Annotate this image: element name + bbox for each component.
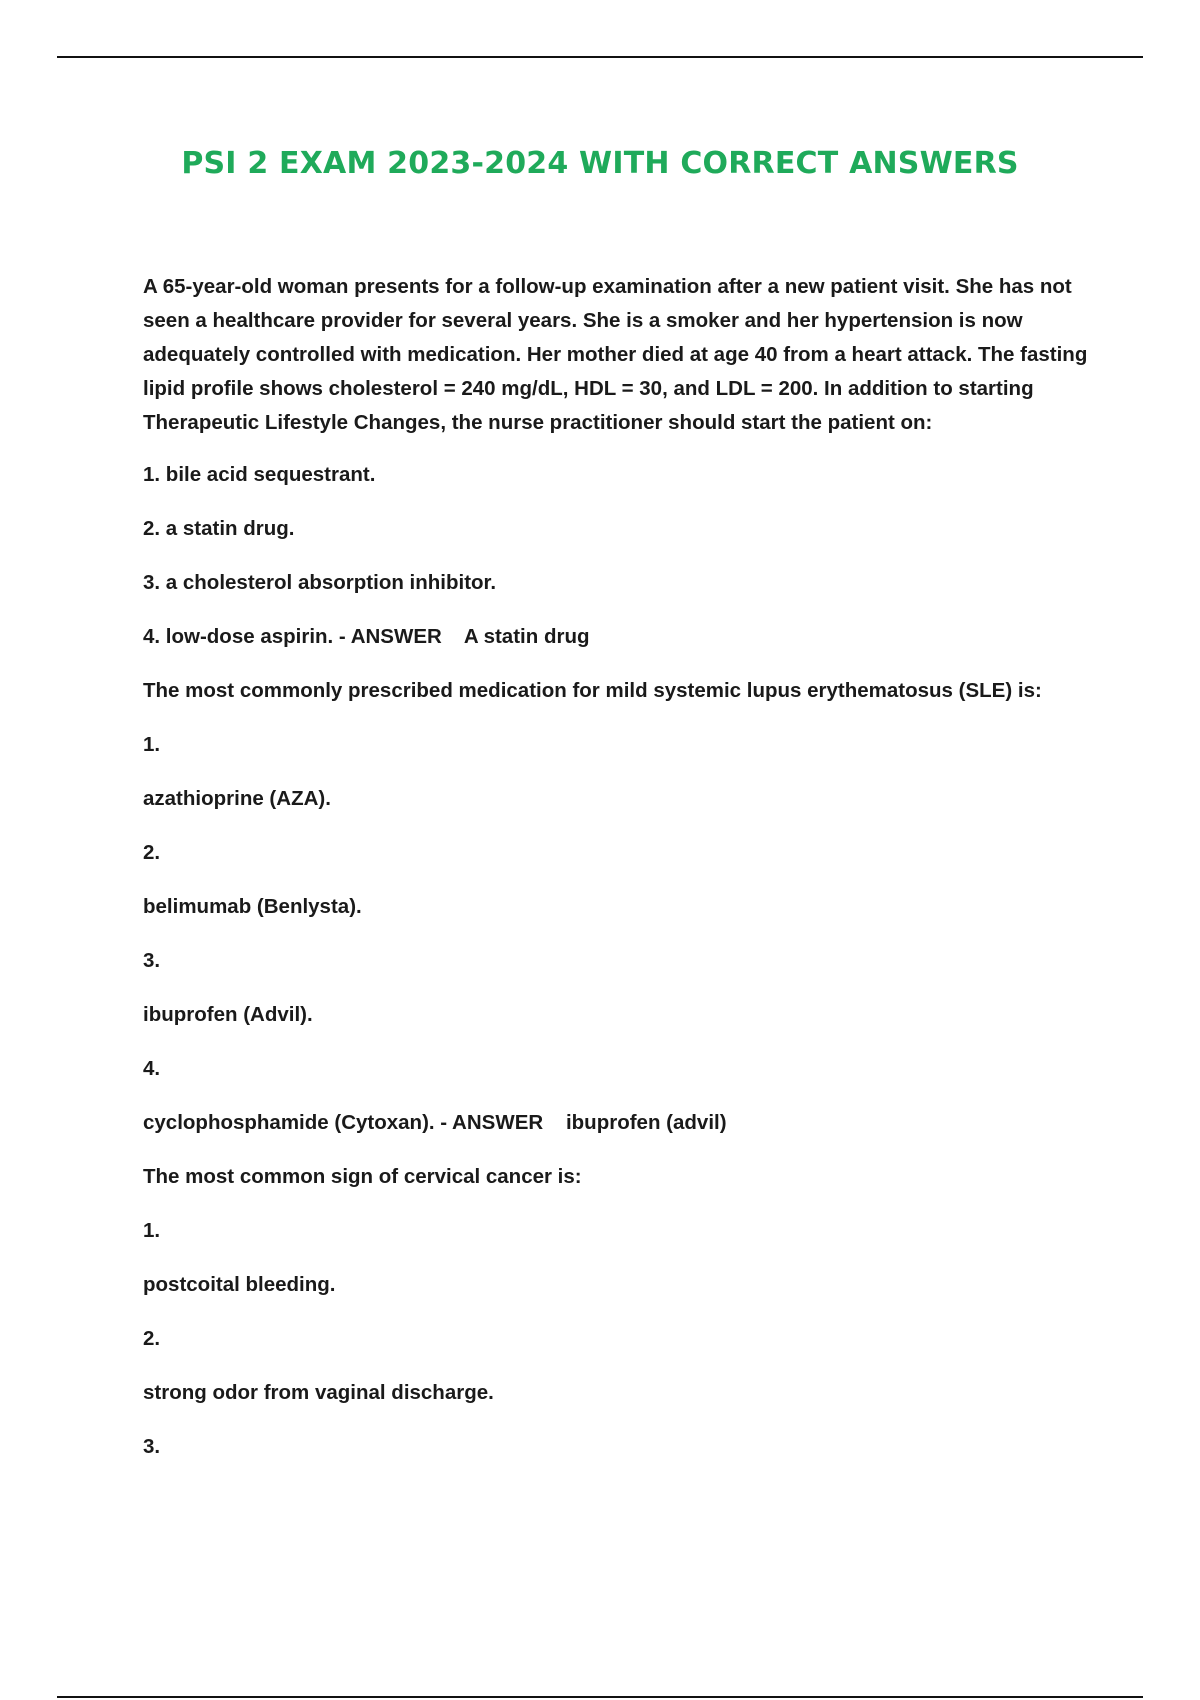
question-2-number-4: 4.	[143, 1057, 161, 1080]
document-body	[143, 270, 1103, 1484]
question-2-text: The most commonly prescribed medication for mild systemic lupus erythematosus (SLE) is:	[143, 679, 1042, 702]
question-2-option-3: ibuprofen (Advil).	[143, 1003, 313, 1026]
question-2-option-4-answer	[143, 1106, 1103, 1140]
question-3-number-3: 3.	[143, 1435, 161, 1458]
question-1-option-2: 2. a statin drug.	[143, 517, 295, 540]
question-2-answer: ibuprofen (advil)	[565, 1111, 727, 1134]
question-3-option-2: strong odor from vaginal discharge.	[143, 1381, 494, 1404]
question-2-number-3: 3.	[143, 949, 161, 972]
question-3-number-1: 1.	[143, 1219, 161, 1242]
question-1-option-4: 4. low-dose aspirin. - ANSWER	[143, 625, 442, 648]
question-2-option-2: belimumab (Benlysta).	[143, 895, 362, 918]
question-1-option-4-answer	[143, 620, 1103, 654]
question-2-number-2: 2.	[143, 841, 161, 864]
question-2-option-1: azathioprine (AZA).	[143, 787, 331, 810]
question-3-text: The most common sign of cervical cancer is:	[143, 1165, 582, 1188]
question-3-option-1: postcoital bleeding.	[143, 1273, 336, 1296]
question-3-number-2: 2.	[143, 1327, 161, 1350]
bottom-rule	[57, 1696, 1143, 1698]
question-1-text: A 65-year-old woman presents for a follow-up examination after a new patient visit. She has not seen a healthcare provider for several years. She is a smoker and her hypertension is now adequately controlled with medication. Her mother died at age 40 from a heart attack. The fasting lipid profile shows cholesterol = 240 mg/dL, HDL = 30, and LDL = 200. In addition to starting Therapeutic Lifestyle Changes, the nurse practitioner should start the patient on:	[143, 275, 1088, 434]
question-1-option-1: 1. bile acid sequestrant.	[143, 463, 376, 486]
question-2-number-1: 1.	[143, 733, 161, 756]
question-1-option-3: 3. a cholesterol absorption inhibitor.	[143, 571, 497, 594]
top-rule	[57, 56, 1143, 58]
question-1-answer: A statin drug	[463, 625, 590, 648]
question-2-option-4: cyclophosphamide (Cytoxan). - ANSWER	[143, 1111, 544, 1134]
document-title: PSI 2 EXAM 2023-2024 WITH CORRECT ANSWERS	[181, 146, 1019, 181]
